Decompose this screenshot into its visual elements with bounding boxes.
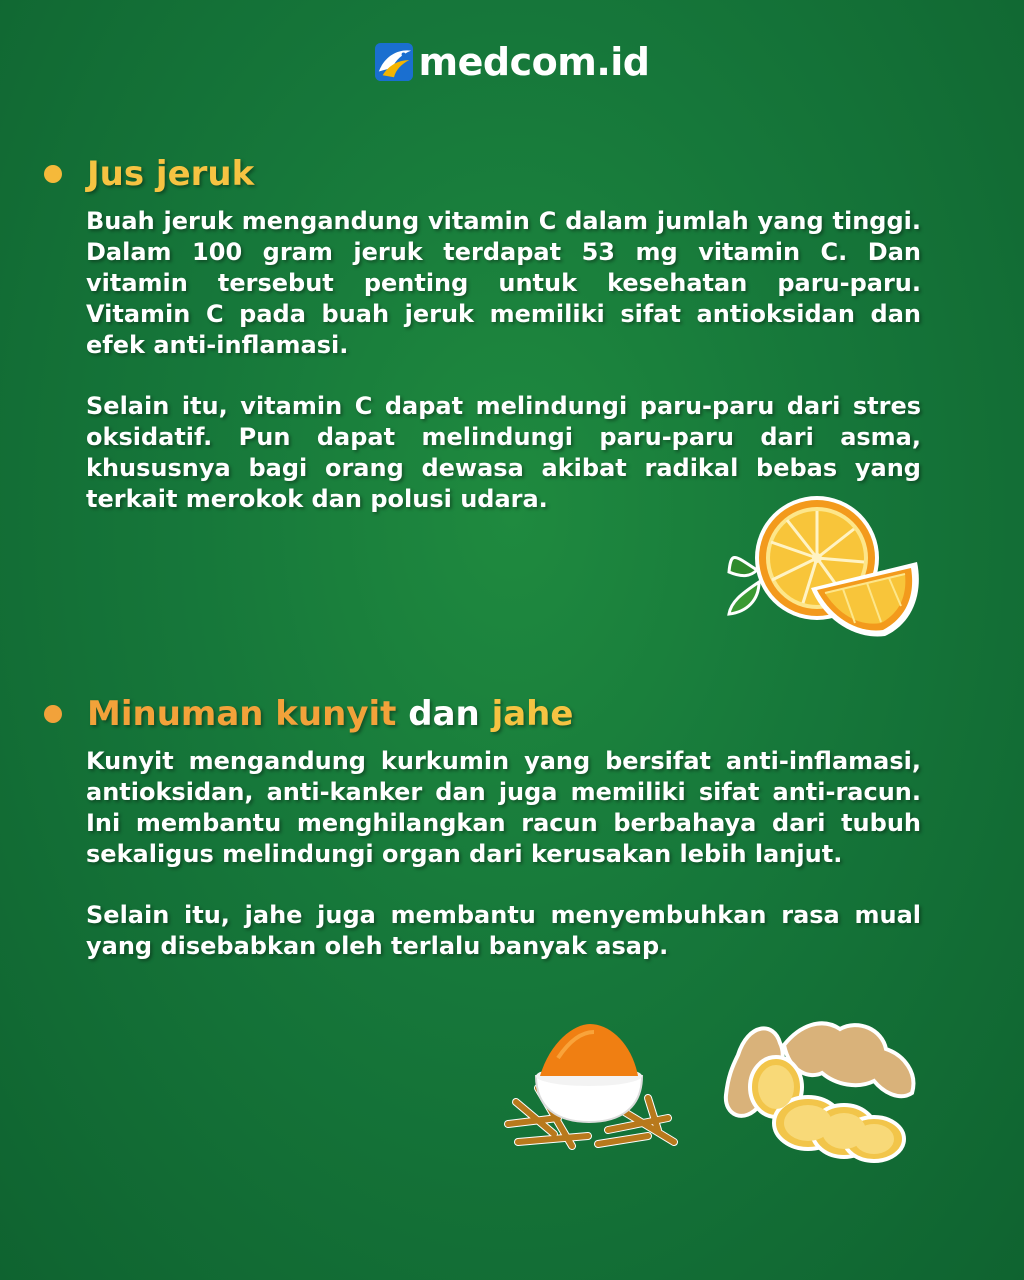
heading-text-ginger: jahe [491, 694, 574, 734]
paragraph: Buah jeruk mengandung vitamin C dalam jumlah yang tinggi. Dalam 100 gram jeruk terdapat 53 mg vitamin C. Dan vitamin tersebut penting untuk kesehatan paru-paru. Vitamin C pada buah jeruk memiliki sifat antioksidan dan efek anti-inflamasi. [86, 207, 921, 359]
orange-slices-icon [725, 490, 925, 640]
bullet-dot-icon [44, 165, 62, 183]
paragraph: Selain itu, vitamin C dapat melindungi paru-paru dari stres oksidatif. Pun dapat melindungi paru-paru dari asma, khususnya bagi orang dewasa akibat radikal bebas yang terkait merokok dan polusi udara. [86, 392, 921, 513]
section-turmeric-ginger [40, 690, 925, 962]
heading-text-connector: dan [396, 694, 492, 734]
section-heading [40, 150, 925, 198]
paragraph: Selain itu, jahe juga membantu menyembuhkan rasa mual yang disebabkan oleh terlalu banyak asap. [86, 901, 921, 960]
brand-logo [0, 40, 1024, 84]
bullet-dot-icon [44, 705, 62, 723]
brand-name: medcom.id [418, 40, 650, 84]
paragraph: Kunyit mengandung kurkumin yang bersifat anti-inflamasi, antioksidan, anti-kanker dan juga memiliki sifat anti-racun. Ini membantu menghilangkan racun berbahaya dari tubuh sekaligus melindungi organ dari kerusakan lebih lanjut. [86, 747, 921, 868]
section-orange-juice [40, 150, 925, 515]
medcom-logo-icon [375, 43, 413, 81]
section-heading [40, 690, 925, 738]
turmeric-powder-icon [498, 1018, 680, 1158]
ginger-root-icon [718, 1015, 928, 1165]
heading-text: Jus jeruk [87, 154, 255, 194]
heading-text-turmeric: Minuman kunyit [87, 694, 397, 734]
